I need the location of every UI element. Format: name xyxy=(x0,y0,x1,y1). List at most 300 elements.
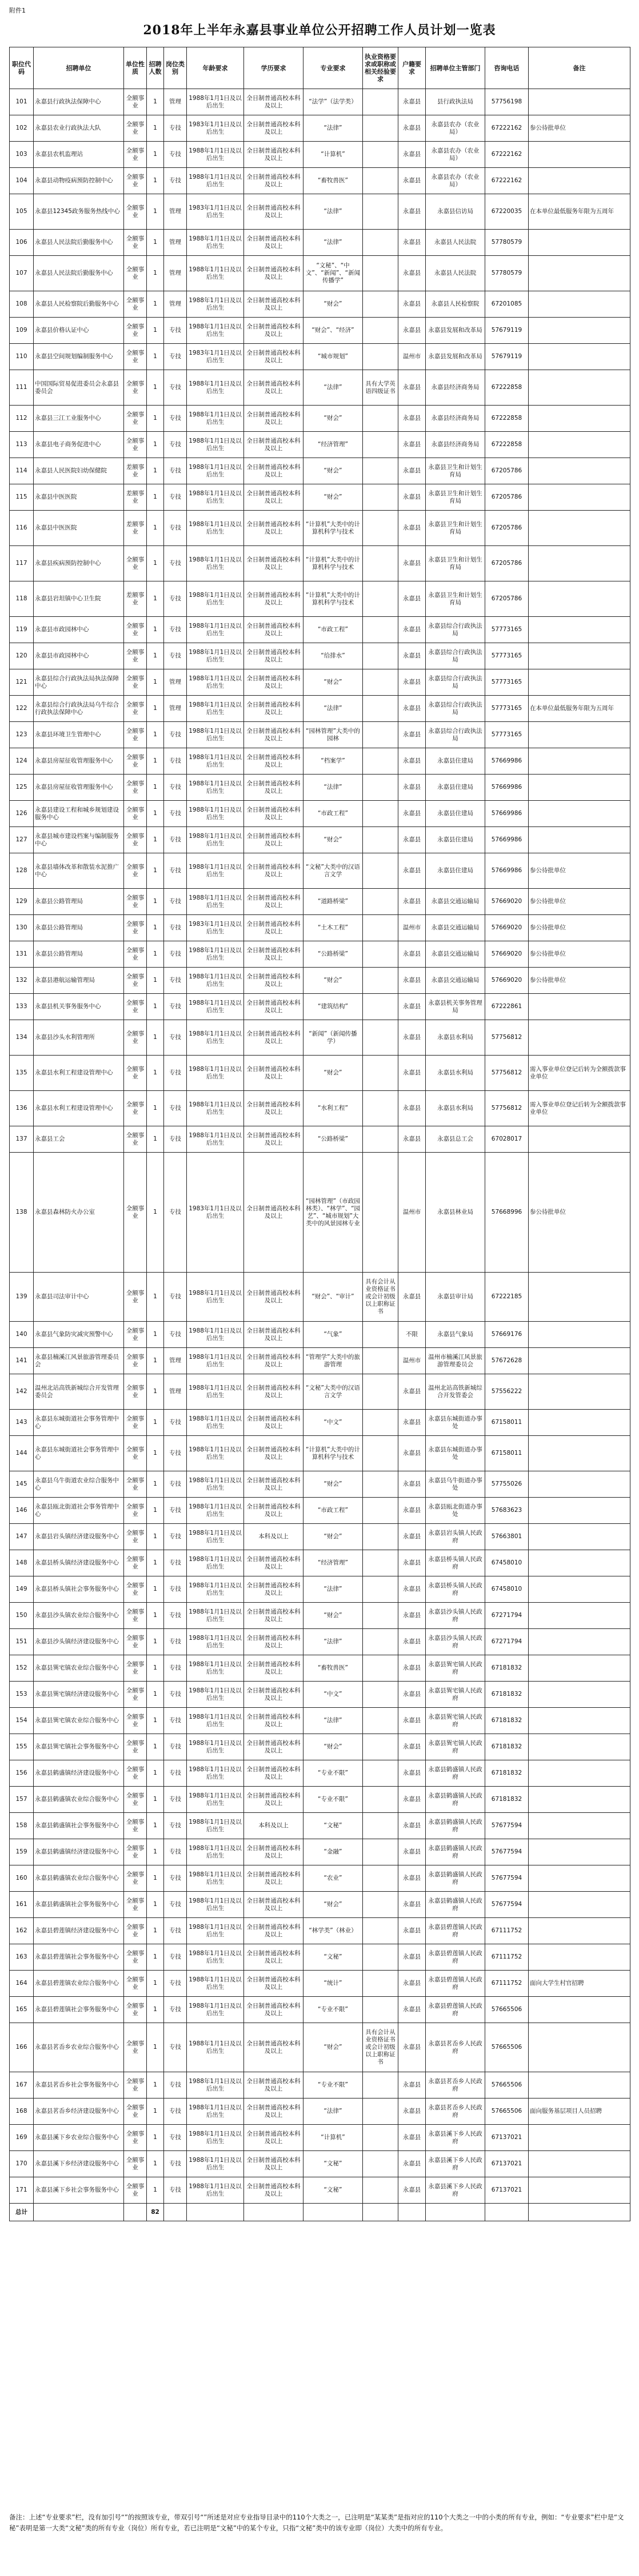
qualification-requirement-cell xyxy=(363,1603,398,1629)
qualification-requirement-cell xyxy=(363,1629,398,1655)
table-row xyxy=(10,889,630,915)
education-requirement-cell: 全日制普通高校本科及以上 xyxy=(244,1944,303,1971)
position-code-cell: 147 xyxy=(10,1524,34,1550)
employer-cell: 永嘉县公路管理局 xyxy=(34,915,124,941)
table-row xyxy=(10,194,630,230)
supervising-department-cell: 永嘉县经济商务局 xyxy=(426,406,485,432)
headcount-cell: 1 xyxy=(147,775,164,801)
major-requirement-cell: “公路桥梁” xyxy=(303,1126,363,1153)
phone-cell: 67137021 xyxy=(485,2151,529,2177)
unit-type-cell: 全额事业 xyxy=(124,1655,147,1682)
headcount-cell: 1 xyxy=(147,1524,164,1550)
unit-type-cell: 全额事业 xyxy=(124,1550,147,1576)
headcount-cell: 1 xyxy=(147,968,164,994)
post-category-cell: 专技 xyxy=(164,432,187,458)
employer-cell: 永嘉县碧莲镇经济建设服务中心 xyxy=(34,1918,124,1944)
remarks-cell xyxy=(529,2072,630,2098)
residence-requirement-cell: 永嘉县 xyxy=(398,1020,426,1056)
qualification-requirement-cell xyxy=(363,617,398,643)
education-requirement-cell: 全日制普通高校本科及以上 xyxy=(244,256,303,291)
age-requirement-cell: 1988年1月1日及以后出生 xyxy=(187,1524,244,1550)
age-requirement-cell: 1988年1月1日及以后出生 xyxy=(187,546,244,581)
qualification-requirement-cell xyxy=(363,581,398,617)
remarks-cell xyxy=(529,994,630,1020)
major-requirement-cell: “文秘” xyxy=(303,2151,363,2177)
phone-cell: 67205786 xyxy=(485,581,529,617)
residence-requirement-cell: 永嘉县 xyxy=(398,1865,426,1892)
position-code-cell: 125 xyxy=(10,775,34,801)
table-row xyxy=(10,643,630,669)
qualification-requirement-cell xyxy=(363,696,398,722)
table-row xyxy=(10,484,630,511)
supervising-department-cell: 永嘉县沙头镇人民政府 xyxy=(426,1603,485,1629)
education-requirement-cell: 全日制普通高校本科及以上 xyxy=(244,1322,303,1348)
age-requirement-cell: 1988年1月1日及以后出生 xyxy=(187,2177,244,2204)
age-requirement-cell: 1988年1月1日及以后出生 xyxy=(187,1708,244,1734)
post-category-cell: 专技 xyxy=(164,643,187,669)
residence-requirement-cell: 永嘉县 xyxy=(398,194,426,230)
headcount-cell: 1 xyxy=(147,801,164,827)
phone-cell: 67205786 xyxy=(485,484,529,511)
remarks-cell xyxy=(529,484,630,511)
employer-cell: 永嘉县农业行政执法大队 xyxy=(34,115,124,142)
education-requirement-cell: 全日制普通高校本科及以上 xyxy=(244,168,303,194)
supervising-department-cell: 永嘉县巽宅镇人民政府 xyxy=(426,1708,485,1734)
position-code-cell: 112 xyxy=(10,406,34,432)
remarks-cell xyxy=(529,1273,630,1322)
education-requirement-cell: 全日制普通高校本科及以上 xyxy=(244,546,303,581)
post-category-cell: 专技 xyxy=(164,1273,187,1322)
residence-requirement-cell: 温州市 xyxy=(398,344,426,370)
unit-type-cell: 全额事业 xyxy=(124,256,147,291)
education-requirement-cell: 全日制普通高校本科及以上 xyxy=(244,968,303,994)
phone-cell: 57665506 xyxy=(485,2072,529,2098)
age-requirement-cell: 1988年1月1日及以后出生 xyxy=(187,89,244,115)
unit-type-cell: 全额事业 xyxy=(124,941,147,968)
table-row xyxy=(10,2125,630,2151)
unit-type-cell: 全额事业 xyxy=(124,915,147,941)
supervising-department-cell: 永嘉县发展和改革局 xyxy=(426,344,485,370)
supervising-department-cell: 永嘉县卫生和计划生育局 xyxy=(426,581,485,617)
headcount-cell: 1 xyxy=(147,1374,164,1410)
table-row xyxy=(10,168,630,194)
post-category-cell: 专技 xyxy=(164,2098,187,2125)
post-category-cell: 专技 xyxy=(164,142,187,168)
headcount-cell: 1 xyxy=(147,2151,164,2177)
education-requirement-cell: 全日制普通高校本科及以上 xyxy=(244,1126,303,1153)
remarks-cell xyxy=(529,546,630,581)
unit-type-cell: 全额事业 xyxy=(124,142,147,168)
major-requirement-cell: “计算机”大类中的计算机科学与技术 xyxy=(303,546,363,581)
major-requirement-cell: “经济管理” xyxy=(303,1550,363,1576)
phone-cell: 57669176 xyxy=(485,1322,529,1348)
remarks-cell xyxy=(529,827,630,853)
supervising-department-cell: 温州北站高铁新城综合开发管委会 xyxy=(426,1374,485,1410)
age-requirement-cell: 1988年1月1日及以后出生 xyxy=(187,1091,244,1126)
position-code-cell: 124 xyxy=(10,748,34,775)
qualification-requirement-cell xyxy=(363,168,398,194)
qualification-requirement-cell: 具有会计从业资格证书或会计初级以上职称证书 xyxy=(363,2023,398,2072)
major-requirement-cell: “畜牧兽医” xyxy=(303,1655,363,1682)
qualification-requirement-cell: 具有大学英语四级证书 xyxy=(363,370,398,406)
supervising-department-cell: 永嘉县交通运输局 xyxy=(426,889,485,915)
residence-requirement-cell: 永嘉县 xyxy=(398,617,426,643)
education-requirement-cell: 全日制普通高校本科及以上 xyxy=(244,643,303,669)
headcount-cell: 1 xyxy=(147,168,164,194)
position-code-cell: 110 xyxy=(10,344,34,370)
residence-requirement-cell: 永嘉县 xyxy=(398,1944,426,1971)
unit-type-cell: 全额事业 xyxy=(124,1153,147,1273)
education-requirement-cell: 全日制普通高校本科及以上 xyxy=(244,1273,303,1322)
supervising-department-cell: 永嘉县溪下乡人民政府 xyxy=(426,2151,485,2177)
post-category-cell: 专技 xyxy=(164,511,187,546)
age-requirement-cell: 1988年1月1日及以后出生 xyxy=(187,941,244,968)
headcount-cell: 1 xyxy=(147,1997,164,2023)
headcount-cell: 1 xyxy=(147,889,164,915)
unit-type-cell: 差额事业 xyxy=(124,581,147,617)
supervising-department-cell: 永嘉县鹤盛镇人民政府 xyxy=(426,1760,485,1787)
qualification-requirement-cell xyxy=(363,669,398,696)
age-requirement-cell: 1988年1月1日及以后出生 xyxy=(187,643,244,669)
header-cell: 专业要求 xyxy=(303,47,363,89)
residence-requirement-cell: 永嘉县 xyxy=(398,1471,426,1498)
position-code-cell: 168 xyxy=(10,2098,34,2125)
qualification-requirement-cell xyxy=(363,853,398,889)
phone-cell: 57669986 xyxy=(485,775,529,801)
phone-cell: 57556222 xyxy=(485,1374,529,1410)
qualification-requirement-cell xyxy=(363,2125,398,2151)
remarks-cell xyxy=(529,458,630,484)
supervising-department-cell: 永嘉县卫生和计划生育局 xyxy=(426,484,485,511)
education-requirement-cell: 全日制普通高校本科及以上 xyxy=(244,142,303,168)
position-code-cell: 166 xyxy=(10,2023,34,2072)
remarks-cell xyxy=(529,291,630,318)
post-category-cell: 专技 xyxy=(164,1971,187,1997)
table-row xyxy=(10,1787,630,1813)
post-category-cell: 管理 xyxy=(164,669,187,696)
age-requirement-cell: 1988年1月1日及以后出生 xyxy=(187,1892,244,1918)
post-category-cell: 专技 xyxy=(164,1322,187,1348)
header-cell: 招聘单位主管部门 xyxy=(426,47,485,89)
headcount-cell: 1 xyxy=(147,1971,164,1997)
unit-type-cell: 全额事业 xyxy=(124,1410,147,1436)
supervising-department-cell: 永嘉县综合行政执法局 xyxy=(426,722,485,748)
qualification-requirement-cell xyxy=(363,1322,398,1348)
supervising-department-cell: 永嘉县经济商务局 xyxy=(426,370,485,406)
employer-cell: 永嘉县人民法院后勤服务中心 xyxy=(34,256,124,291)
qualification-requirement-cell xyxy=(363,2177,398,2204)
position-code-cell: 101 xyxy=(10,89,34,115)
residence-requirement-cell: 永嘉县 xyxy=(398,2151,426,2177)
supervising-department-cell: 永嘉县水利局 xyxy=(426,1020,485,1056)
qualification-requirement-cell xyxy=(363,1091,398,1126)
post-category-cell: 专技 xyxy=(164,406,187,432)
residence-requirement-cell: 永嘉县 xyxy=(398,2023,426,2072)
age-requirement-cell: 1988年1月1日及以后出生 xyxy=(187,370,244,406)
post-category-cell: 专技 xyxy=(164,546,187,581)
phone-cell: 67222858 xyxy=(485,370,529,406)
unit-type-cell: 差额事业 xyxy=(124,458,147,484)
position-code-cell: 137 xyxy=(10,1126,34,1153)
major-requirement-cell: “市政工程” xyxy=(303,1498,363,1524)
headcount-cell: 1 xyxy=(147,406,164,432)
headcount-cell: 1 xyxy=(147,1603,164,1629)
residence-requirement-cell: 永嘉县 xyxy=(398,722,426,748)
table-row xyxy=(10,1971,630,1997)
major-requirement-cell: “专业不限” xyxy=(303,1787,363,1813)
phone-cell: 57663801 xyxy=(485,1524,529,1550)
table-row xyxy=(10,853,630,889)
residence-requirement-cell: 永嘉县 xyxy=(398,115,426,142)
residence-requirement-cell: 永嘉县 xyxy=(398,370,426,406)
headcount-cell: 1 xyxy=(147,748,164,775)
unit-type-cell: 全额事业 xyxy=(124,2125,147,2151)
table-row xyxy=(10,2151,630,2177)
headcount-cell: 1 xyxy=(147,458,164,484)
education-requirement-cell: 全日制普通高校本科及以上 xyxy=(244,370,303,406)
remarks-cell: 参公待批单位 xyxy=(529,115,630,142)
qualification-requirement-cell xyxy=(363,1471,398,1498)
unit-type-cell: 全额事业 xyxy=(124,1944,147,1971)
remarks-cell xyxy=(529,1865,630,1892)
education-requirement-cell: 全日制普通高校本科及以上 xyxy=(244,1374,303,1410)
age-requirement-cell: 1988年1月1日及以后出生 xyxy=(187,581,244,617)
employer-cell: 永嘉县鹤盛镇农业综合服务中心 xyxy=(34,1865,124,1892)
age-requirement-cell: 1988年1月1日及以后出生 xyxy=(187,318,244,344)
residence-requirement-cell: 永嘉县 xyxy=(398,256,426,291)
remarks-cell xyxy=(529,1603,630,1629)
headcount-cell: 1 xyxy=(147,89,164,115)
age-requirement-cell: 1988年1月1日及以后出生 xyxy=(187,142,244,168)
age-requirement-cell: 1988年1月1日及以后出生 xyxy=(187,827,244,853)
supervising-department-cell: 永嘉县综合行政执法局 xyxy=(426,643,485,669)
residence-requirement-cell: 永嘉县 xyxy=(398,1918,426,1944)
phone-cell: 57773165 xyxy=(485,669,529,696)
table-row xyxy=(10,256,630,291)
employer-cell: 中国国际贸易促进委员会永嘉县委员会 xyxy=(34,370,124,406)
unit-type-cell: 全额事业 xyxy=(124,1524,147,1550)
employer-cell: 永嘉县公路管理局 xyxy=(34,941,124,968)
age-requirement-cell: 1988年1月1日及以后出生 xyxy=(187,1629,244,1655)
unit-type-cell: 全额事业 xyxy=(124,318,147,344)
table-row xyxy=(10,1126,630,1153)
education-requirement-cell: 全日制普通高校本科及以上 xyxy=(244,1760,303,1787)
post-category-cell: 专技 xyxy=(164,1410,187,1436)
phone-cell: 67181832 xyxy=(485,1734,529,1760)
post-category-cell: 专技 xyxy=(164,1091,187,1126)
position-code-cell: 169 xyxy=(10,2125,34,2151)
qualification-requirement-cell xyxy=(363,643,398,669)
headcount-cell: 1 xyxy=(147,1498,164,1524)
headcount-cell: 1 xyxy=(147,370,164,406)
phone-cell: 57668996 xyxy=(485,1153,529,1273)
residence-requirement-cell: 永嘉县 xyxy=(398,1682,426,1708)
qualification-requirement-cell xyxy=(363,1839,398,1865)
education-requirement-cell: 全日制普通高校本科及以上 xyxy=(244,432,303,458)
residence-requirement-cell: 永嘉县 xyxy=(398,827,426,853)
supervising-department-cell: 永嘉县人民法院 xyxy=(426,256,485,291)
employer-cell: 永嘉县鹤盛镇社会事务服务中心 xyxy=(34,1813,124,1839)
table-row xyxy=(10,669,630,696)
position-code-cell: 152 xyxy=(10,1655,34,1682)
residence-requirement-cell: 永嘉县 xyxy=(398,168,426,194)
residence-requirement-cell: 永嘉县 xyxy=(398,2072,426,2098)
table-row xyxy=(10,2177,630,2204)
supervising-department-cell: 永嘉县住建局 xyxy=(426,775,485,801)
education-requirement-cell: 全日制普通高校本科及以上 xyxy=(244,994,303,1020)
unit-type-cell: 全额事业 xyxy=(124,889,147,915)
position-code-cell: 103 xyxy=(10,142,34,168)
employer-cell: 永嘉县农机监理站 xyxy=(34,142,124,168)
remarks-cell xyxy=(529,1374,630,1410)
major-requirement-cell: “市政工程” xyxy=(303,801,363,827)
major-requirement-cell: “财会” xyxy=(303,484,363,511)
supervising-department-cell: 永嘉县气象局 xyxy=(426,1322,485,1348)
post-category-cell: 专技 xyxy=(164,1682,187,1708)
residence-requirement-cell: 永嘉县 xyxy=(398,1787,426,1813)
post-category-cell: 专技 xyxy=(164,1126,187,1153)
remarks-cell: 参公待批单位 xyxy=(529,889,630,915)
employer-cell: 永嘉县沙头镇农业综合服务中心 xyxy=(34,1603,124,1629)
position-code-cell: 130 xyxy=(10,915,34,941)
phone-cell: 57669020 xyxy=(485,941,529,968)
supervising-department-cell: 永嘉县交通运输局 xyxy=(426,915,485,941)
qualification-requirement-cell xyxy=(363,1655,398,1682)
major-requirement-cell: “法律” xyxy=(303,775,363,801)
post-category-cell: 专技 xyxy=(164,1839,187,1865)
post-category-cell: 专技 xyxy=(164,2151,187,2177)
education-requirement-cell: 全日制普通高校本科及以上 xyxy=(244,194,303,230)
education-requirement-cell: 全日制普通高校本科及以上 xyxy=(244,581,303,617)
table-row xyxy=(10,1865,630,1892)
major-requirement-cell: “园林管理”大类中的园林 xyxy=(303,722,363,748)
major-requirement-cell: “文秘” xyxy=(303,1813,363,1839)
headcount-cell: 1 xyxy=(147,1020,164,1056)
headcount-cell: 1 xyxy=(147,1944,164,1971)
education-requirement-cell: 全日制普通高校本科及以上 xyxy=(244,617,303,643)
supervising-department-cell: 永嘉县住建局 xyxy=(426,748,485,775)
supervising-department-cell: 永嘉县综合行政执法局 xyxy=(426,696,485,722)
table-row xyxy=(10,1655,630,1682)
education-requirement-cell: 全日制普通高校本科及以上 xyxy=(244,1410,303,1436)
age-requirement-cell: 1988年1月1日及以后出生 xyxy=(187,1020,244,1056)
age-requirement-cell: 1988年1月1日及以后出生 xyxy=(187,1865,244,1892)
remarks-cell xyxy=(529,669,630,696)
employer-cell: 永嘉县公路管理局 xyxy=(34,889,124,915)
residence-requirement-cell: 永嘉县 xyxy=(398,1655,426,1682)
education-requirement-cell: 全日制普通高校本科及以上 xyxy=(244,722,303,748)
qualification-requirement-cell xyxy=(363,1550,398,1576)
supervising-department-cell: 永嘉县住建局 xyxy=(426,801,485,827)
unit-type-cell: 全额事业 xyxy=(124,1865,147,1892)
unit-type-cell: 全额事业 xyxy=(124,370,147,406)
education-requirement-cell: 全日制普通高校本科及以上 xyxy=(244,511,303,546)
position-code-cell: 108 xyxy=(10,291,34,318)
post-category-cell: 管理 xyxy=(164,1348,187,1374)
table-row xyxy=(10,1629,630,1655)
headcount-cell: 1 xyxy=(147,581,164,617)
residence-requirement-cell: 永嘉县 xyxy=(398,1550,426,1576)
remarks-cell: 参公待批单位 xyxy=(529,941,630,968)
residence-requirement-cell: 永嘉县 xyxy=(398,1576,426,1603)
table-row xyxy=(10,370,630,406)
recruitment-table xyxy=(9,47,630,2221)
unit-type-cell: 全额事业 xyxy=(124,722,147,748)
education-requirement-cell: 全日制普通高校本科及以上 xyxy=(244,1892,303,1918)
major-requirement-cell: “新闻”（新闻传播学） xyxy=(303,1020,363,1056)
phone-cell: 67222861 xyxy=(485,994,529,1020)
post-category-cell: 专技 xyxy=(164,915,187,941)
post-category-cell: 专技 xyxy=(164,2023,187,2072)
supervising-department-cell: 永嘉县桥头镇人民政府 xyxy=(426,1550,485,1576)
education-requirement-cell: 全日制普通高校本科及以上 xyxy=(244,344,303,370)
position-code-cell: 157 xyxy=(10,1787,34,1813)
post-category-cell: 专技 xyxy=(164,1655,187,1682)
remarks-cell xyxy=(529,1498,630,1524)
supervising-department-cell: 永嘉县发展和改革局 xyxy=(426,318,485,344)
supervising-department-cell: 永嘉县信访局 xyxy=(426,194,485,230)
table-row xyxy=(10,1813,630,1839)
phone-cell: 57669986 xyxy=(485,853,529,889)
residence-requirement-cell: 永嘉县 xyxy=(398,1374,426,1410)
post-category-cell: 专技 xyxy=(164,1498,187,1524)
remarks-cell: 面向服务基层项目人员招聘 xyxy=(529,2098,630,2125)
qualification-requirement-cell xyxy=(363,1734,398,1760)
residence-requirement-cell: 永嘉县 xyxy=(398,406,426,432)
header-cell: 职位代码 xyxy=(10,47,34,89)
unit-type-cell: 全额事业 xyxy=(124,968,147,994)
major-requirement-cell: “畜牧兽医” xyxy=(303,168,363,194)
table-row xyxy=(10,994,630,1020)
position-code-cell: 134 xyxy=(10,1020,34,1056)
residence-requirement-cell: 永嘉县 xyxy=(398,2125,426,2151)
phone-cell: 57665506 xyxy=(485,2098,529,2125)
employer-cell: 永嘉县机关事务服务中心 xyxy=(34,994,124,1020)
residence-requirement-cell: 永嘉县 xyxy=(398,581,426,617)
residence-requirement-cell: 永嘉县 xyxy=(398,1126,426,1153)
post-category-cell: 管理 xyxy=(164,89,187,115)
major-requirement-cell: “市政工程” xyxy=(303,617,363,643)
unit-type-cell: 全额事业 xyxy=(124,230,147,256)
education-requirement-cell: 全日制普通高校本科及以上 xyxy=(244,853,303,889)
residence-requirement-cell: 永嘉县 xyxy=(398,1524,426,1550)
age-requirement-cell: 1988年1月1日及以后出生 xyxy=(187,994,244,1020)
post-category-cell: 专技 xyxy=(164,1734,187,1760)
post-category-cell: 专技 xyxy=(164,1153,187,1273)
residence-requirement-cell: 永嘉县 xyxy=(398,511,426,546)
age-requirement-cell: 1988年1月1日及以后出生 xyxy=(187,1498,244,1524)
major-requirement-cell: “气象” xyxy=(303,1322,363,1348)
phone-cell: 67111752 xyxy=(485,1918,529,1944)
education-requirement-cell: 全日制普通高校本科及以上 xyxy=(244,2072,303,2098)
remarks-cell: 需入事业单位登记后转为全额拨款事业单位 xyxy=(529,1091,630,1126)
age-requirement-cell: 1988年1月1日及以后出生 xyxy=(187,1997,244,2023)
qualification-requirement-cell xyxy=(363,89,398,115)
position-code-cell: 123 xyxy=(10,722,34,748)
unit-type-cell: 全额事业 xyxy=(124,194,147,230)
table-row xyxy=(10,1918,630,1944)
qualification-requirement-cell xyxy=(363,1682,398,1708)
employer-cell: 永嘉县市政园林中心 xyxy=(34,643,124,669)
age-requirement-cell: 1988年1月1日及以后出生 xyxy=(187,801,244,827)
table-row xyxy=(10,1273,630,1322)
phone-cell: 67028017 xyxy=(485,1126,529,1153)
employer-cell: 永嘉县巽宅镇经济建设服务中心 xyxy=(34,1682,124,1708)
employer-cell: 永嘉县鹤盛镇社会事务服务中心 xyxy=(34,1892,124,1918)
qualification-requirement-cell xyxy=(363,1944,398,1971)
age-requirement-cell: 1988年1月1日及以后出生 xyxy=(187,230,244,256)
unit-type-cell: 全额事业 xyxy=(124,1813,147,1839)
